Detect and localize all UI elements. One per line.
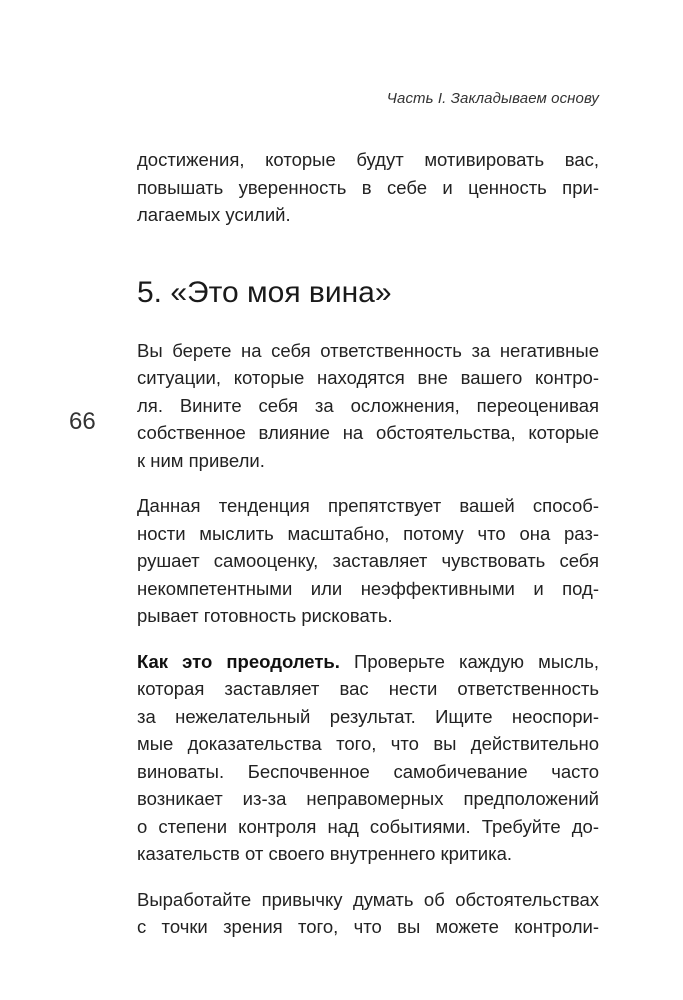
text-line: которая заставляет вас нести ответственность	[137, 678, 599, 699]
text-line: за нежелательный результат. Ищите неоспори-	[137, 705, 599, 727]
text-line: рушает самооценку, заставляет чувствовать себя	[137, 550, 599, 571]
text-line: лагаемых усилий.	[137, 204, 291, 225]
text-line	[137, 648, 599, 676]
bold-lead-in: Как это преодолеть.	[137, 650, 340, 672]
text-line: ля. Вините себя за осложнения, переоценивая	[137, 394, 599, 416]
text-line: рывает готовность рисковать.	[137, 605, 393, 626]
text-line: достижения, которые будут мотивировать вас,	[137, 149, 599, 170]
intro-paragraph	[137, 146, 599, 229]
text-line: мые доказательства того, что вы действительно	[137, 733, 599, 754]
text-line: к ним привели.	[137, 449, 265, 471]
paragraph-responsibility	[137, 337, 599, 475]
text-line: Выработайте привычку думать об обстоятельствах	[137, 888, 599, 910]
text-line: повышать уверенность в себе и ценность при-	[137, 176, 599, 198]
text-line: собственное влияние на обстоятельства, которые	[137, 422, 599, 443]
text-line: о степени контроля над событиями. Требуйте до-	[137, 815, 599, 837]
text-line: Вы берете на себя ответственность за негативные	[137, 339, 599, 361]
text-line: возникает из-за неправомерных предположений	[137, 788, 599, 809]
text-line: Данная тенденция препятствует вашей способ-	[137, 495, 599, 516]
paragraph-habit	[137, 886, 599, 941]
section-heading: 5. «Это моя вина»	[137, 275, 392, 309]
page-body	[137, 140, 599, 941]
text-line: ситуации, которые находятся вне вашего контро-	[137, 367, 599, 388]
page-number: 66	[69, 408, 96, 435]
text-line: виноваты. Беспочвенное самобичевание часто	[137, 760, 599, 782]
text-line: с точки зрения того, что вы можете контроли-	[137, 916, 599, 937]
running-head: Часть I. Закладываем основу	[386, 90, 599, 107]
paragraph-how-to-overcome	[137, 648, 599, 868]
text-line: казательств от своего внутреннего критика.	[137, 843, 513, 864]
lead-line-rest: Проверьте каждую мысль,	[339, 650, 599, 672]
text-line: ности мыслить масштабно, потому что она раз-	[137, 522, 599, 544]
text-line: некомпетентными или неэффективными и под-	[137, 577, 599, 599]
paragraph-tendency	[137, 492, 599, 630]
